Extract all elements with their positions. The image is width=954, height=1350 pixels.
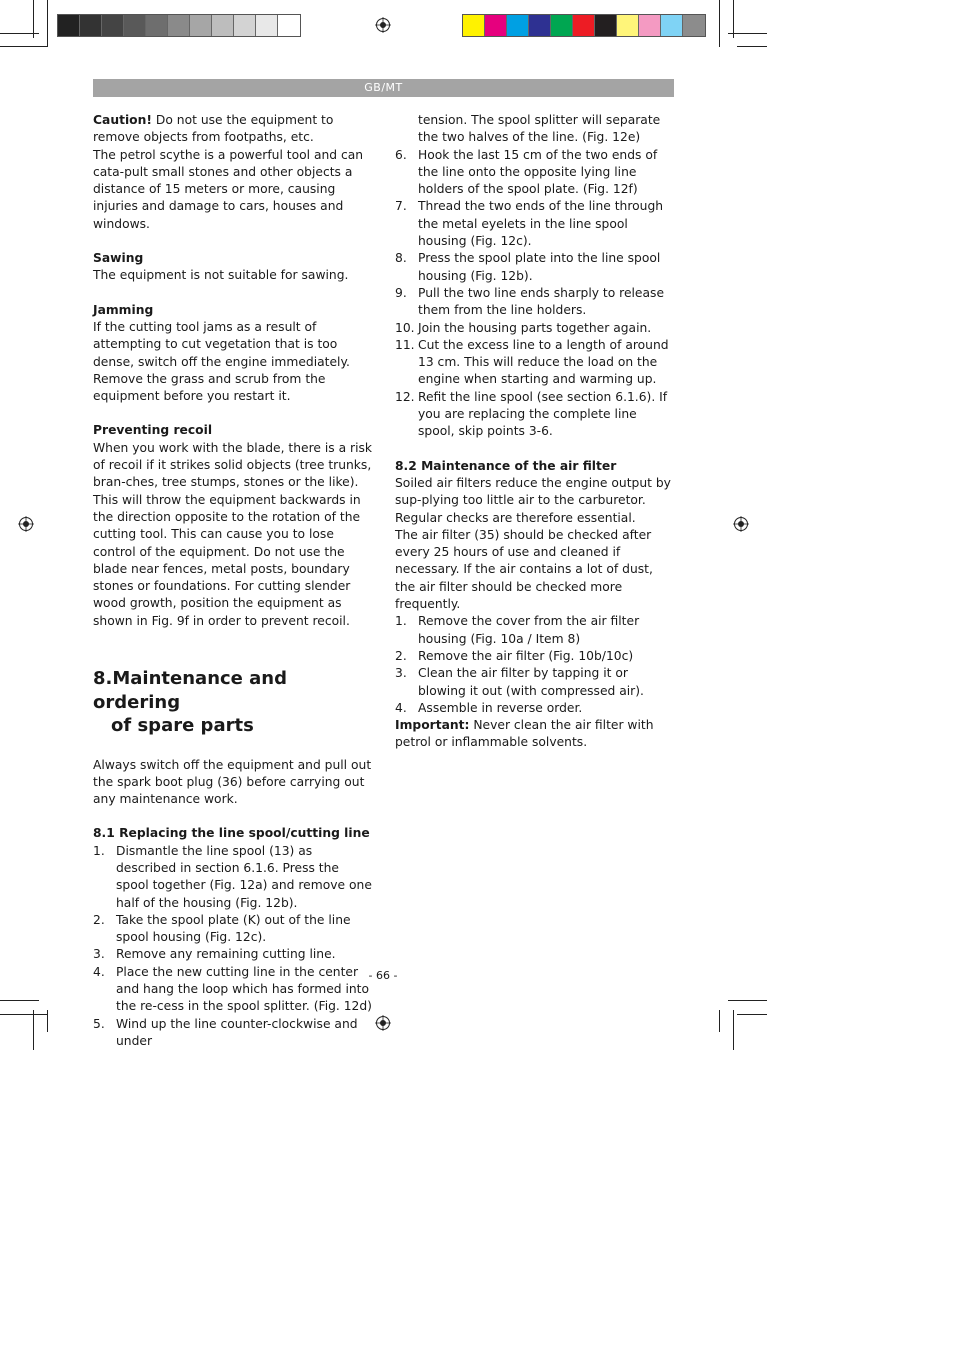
step-5-continuation: tension. The spool splitter will separate the two halves of the line. (Fig. 12e) <box>418 113 661 145</box>
color-swatch <box>190 15 212 36</box>
color-swatch <box>617 15 639 36</box>
color-swatch <box>551 15 573 36</box>
caution-label: Caution! <box>93 113 152 127</box>
important-text: Never clean the air filter with petrol or inflammable solvents. <box>395 718 654 750</box>
color-swatch <box>234 15 256 36</box>
crop-mark <box>0 1000 39 1001</box>
color-swatch <box>124 15 146 36</box>
registration-mark-icon <box>375 17 391 33</box>
list-item: 3. Remove any remaining cutting line. <box>93 947 336 962</box>
crop-mark <box>47 0 48 47</box>
crop-mark <box>733 1010 734 1050</box>
list-item: 9. Pull the two line ends sharply to release them from the line holders. <box>395 285 665 318</box>
color-swatch <box>58 15 80 36</box>
left-column <box>93 112 374 1050</box>
list-item: 7. Thread the two ends of the line through the metal eyelets in the line spool housing (Fig. 12c). <box>395 199 664 249</box>
section-8-title <box>93 667 374 738</box>
color-swatch <box>146 15 168 36</box>
color-swatch <box>573 15 595 36</box>
line-spool-steps-continued <box>395 147 674 441</box>
crop-mark <box>47 1010 48 1032</box>
list-item: 2. Remove the air filter (Fig. 10b/10c) <box>395 648 634 663</box>
crop-mark <box>733 0 734 38</box>
catapult-paragraph: The petrol scythe is a powerful tool and can cata-pult small stones and other objects a distance of 15 meters or more, causing injuries and damage to cars, houses and windows. <box>93 147 364 231</box>
color-swatch <box>661 15 683 36</box>
grayscale-color-bar <box>57 14 301 37</box>
air-filter-para-3: The air filter (35) should be checked after every 25 hours of use and cleaned if necessary. If the air contains a lot of dust, the air filter should be checked more frequently. <box>395 527 653 612</box>
process-color-bar <box>462 14 706 37</box>
list-item: 8. Press the spool plate into the line spool housing (Fig. 12b). <box>395 251 661 283</box>
jamming-text: If the cutting tool jams as a result of attempting to cut vegetation that is too dense, switch off the engine immediately. Remove the grass and scrub from the equipment before you restart it. <box>93 319 350 404</box>
important-label: Important: <box>395 718 470 733</box>
recoil-text: When you work with the blade, there is a risk of recoil if it strikes solid objects (tree trunks, bran-ches, tree stumps, stones or the like). This will throw the equipment backwards in the direction opposite to the rotation of the cutting tool. This can cause you to lose control of the equipment. Do not use the blade near fences, metal posts, boundary stones or foundations. For cutting slender wood growth, position the equipment as shown in Fig. 9f in order to prevent recoil. <box>93 440 373 628</box>
crop-mark <box>728 1000 767 1001</box>
jamming-heading: Jamming <box>93 302 154 317</box>
list-item: 4. Assemble in reverse order. <box>395 700 583 715</box>
air-filter-steps <box>395 613 674 717</box>
color-swatch <box>595 15 617 36</box>
color-swatch <box>683 15 705 36</box>
sawing-heading: Sawing <box>93 251 144 266</box>
crop-mark <box>0 1014 48 1015</box>
section-8-1-heading: 8.1 Replacing the line spool/cutting line <box>93 826 370 841</box>
list-item: 1. Remove the cover from the air filter housing (Fig. 10a / Item 8) <box>395 614 640 646</box>
sawing-text: The equipment is not suitable for sawing. <box>93 268 349 283</box>
list-item: 2. Take the spool plate (K) out of the line spool housing (Fig. 12c). <box>93 912 351 945</box>
important-note <box>395 717 674 752</box>
list-item: 3. Clean the air filter by tapping it or blowing it out (with compressed air). <box>395 666 644 698</box>
air-filter-para-1: Soiled air filters reduce the engine output by sup-plying too little air to the carburetor. <box>395 475 671 508</box>
crop-mark <box>737 46 767 47</box>
caution-paragraph <box>93 112 374 147</box>
air-filter-para-2: Regular checks are therefore essential. <box>395 510 636 525</box>
crop-mark <box>33 1010 34 1050</box>
page-number: - 66 - <box>368 969 398 982</box>
line-spool-steps <box>93 843 374 1051</box>
section-8-intro: Always switch off the equipment and pull out the spark boot plug (36) before carrying out any maintenance work. <box>93 757 372 807</box>
section-8-title-line2: of spare parts <box>111 715 254 737</box>
color-swatch <box>507 15 529 36</box>
crop-mark <box>719 0 720 47</box>
color-swatch <box>168 15 190 36</box>
color-swatch <box>278 15 300 36</box>
registration-mark-icon <box>733 516 749 532</box>
section-8-title-line1: Maintenance and ordering <box>93 668 287 713</box>
list-item: 11. Cut the excess line to a length of around 13 cm. This will reduce the load on the engine when starting and warming up. <box>395 337 669 387</box>
caution-text: Do not use the equipment to remove objects from footpaths, etc. <box>93 113 334 145</box>
registration-mark-icon <box>375 1015 391 1031</box>
crop-mark <box>0 46 48 47</box>
color-swatch <box>639 15 661 36</box>
color-swatch <box>102 15 124 36</box>
list-item: 12. Refit the line spool (see section 6.1.6). If you are replacing the complete line spool, skip points 3-6. <box>395 389 668 439</box>
color-swatch <box>80 15 102 36</box>
language-header-bar: GB/MT <box>93 79 674 97</box>
crop-mark <box>737 1014 767 1015</box>
color-swatch <box>212 15 234 36</box>
list-item: 10. Join the housing parts together again. <box>395 320 652 335</box>
list-item: 5. Wind up the line counter-clockwise and under <box>93 1016 358 1048</box>
section-8-2-heading: 8.2 Maintenance of the air filter <box>395 458 617 473</box>
list-item: 1. Dismantle the line spool (13) as described in section 6.1.6. Press the spool together (Fig. 12a) and remove one half of the housing (Fig. 12b). <box>93 843 372 910</box>
color-swatch <box>485 15 507 36</box>
recoil-heading: Preventing recoil <box>93 423 213 438</box>
crop-mark <box>33 0 34 38</box>
color-swatch <box>529 15 551 36</box>
crop-mark <box>719 1010 720 1032</box>
color-swatch <box>256 15 278 36</box>
list-item: 6. Hook the last 15 cm of the two ends of the line onto the opposite lying line holders of the spool plate. (Fig. 12f) <box>395 147 658 197</box>
registration-mark-icon <box>18 516 34 532</box>
list-item: 4. Place the new cutting line in the center and hang the loop which has formed into the re-cess in the spool splitter. (Fig. 12d) <box>93 964 372 1014</box>
right-column <box>395 112 674 752</box>
section-8-number: 8. <box>93 668 113 690</box>
color-swatch <box>463 15 485 36</box>
